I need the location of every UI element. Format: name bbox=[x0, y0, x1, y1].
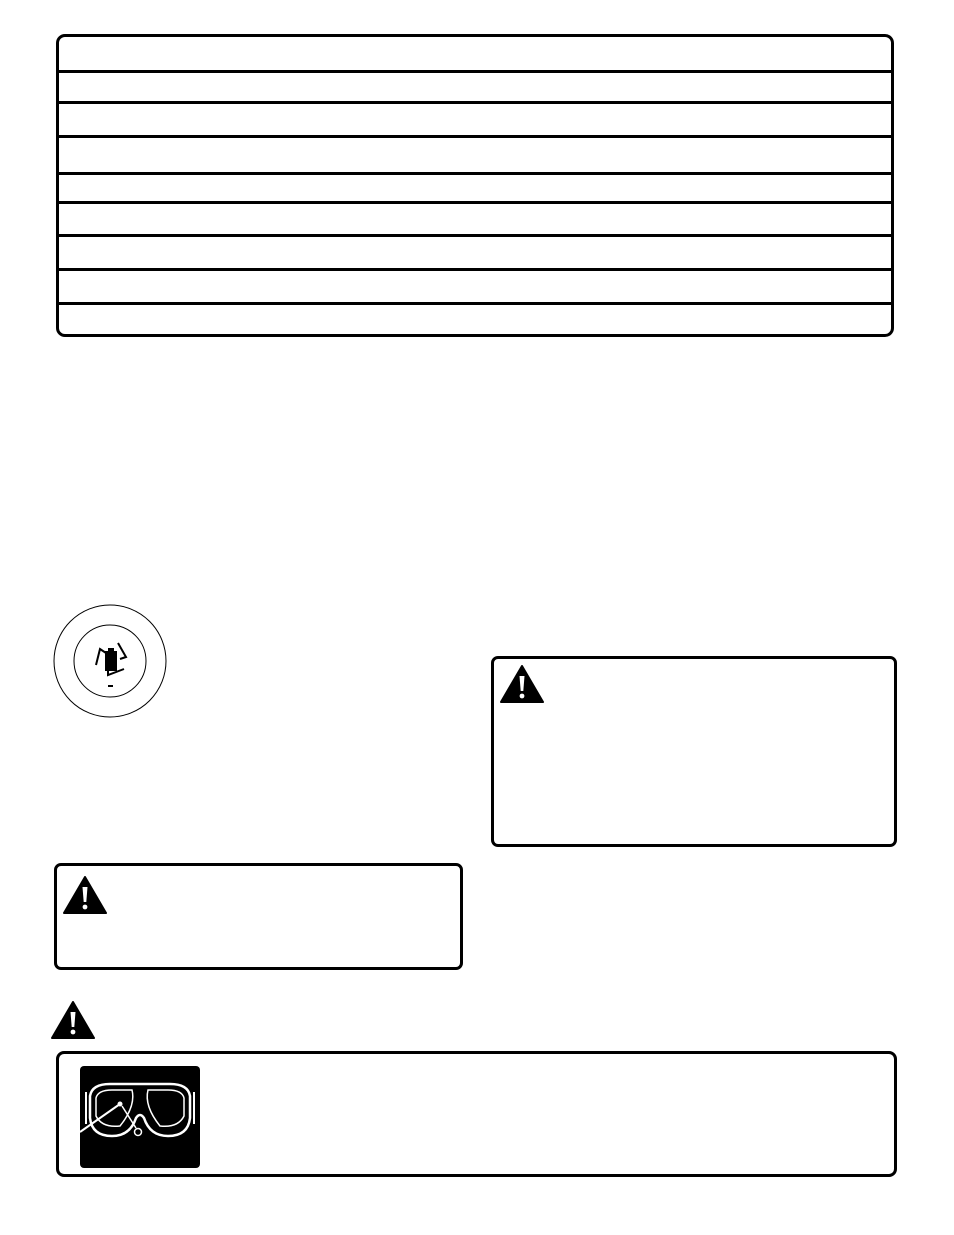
table-row-divider bbox=[59, 302, 891, 305]
warning-triangle-icon bbox=[62, 875, 108, 920]
battery-recycle-seal-icon bbox=[52, 603, 168, 724]
warning-triangle-icon bbox=[50, 1000, 96, 1045]
safety-goggles-icon bbox=[80, 1066, 200, 1173]
table-row-divider bbox=[59, 70, 891, 73]
table-row-divider bbox=[59, 201, 891, 204]
warning-box-right bbox=[491, 656, 897, 847]
table-row-divider bbox=[59, 172, 891, 175]
table-row-divider bbox=[59, 268, 891, 271]
table-row-divider bbox=[59, 135, 891, 138]
table-row-divider bbox=[59, 101, 891, 104]
warning-triangle-icon bbox=[499, 664, 545, 709]
eye-protection-panel bbox=[56, 1051, 897, 1177]
table-row-divider bbox=[59, 234, 891, 237]
specification-table bbox=[56, 34, 894, 337]
warning-box-left bbox=[54, 863, 463, 970]
